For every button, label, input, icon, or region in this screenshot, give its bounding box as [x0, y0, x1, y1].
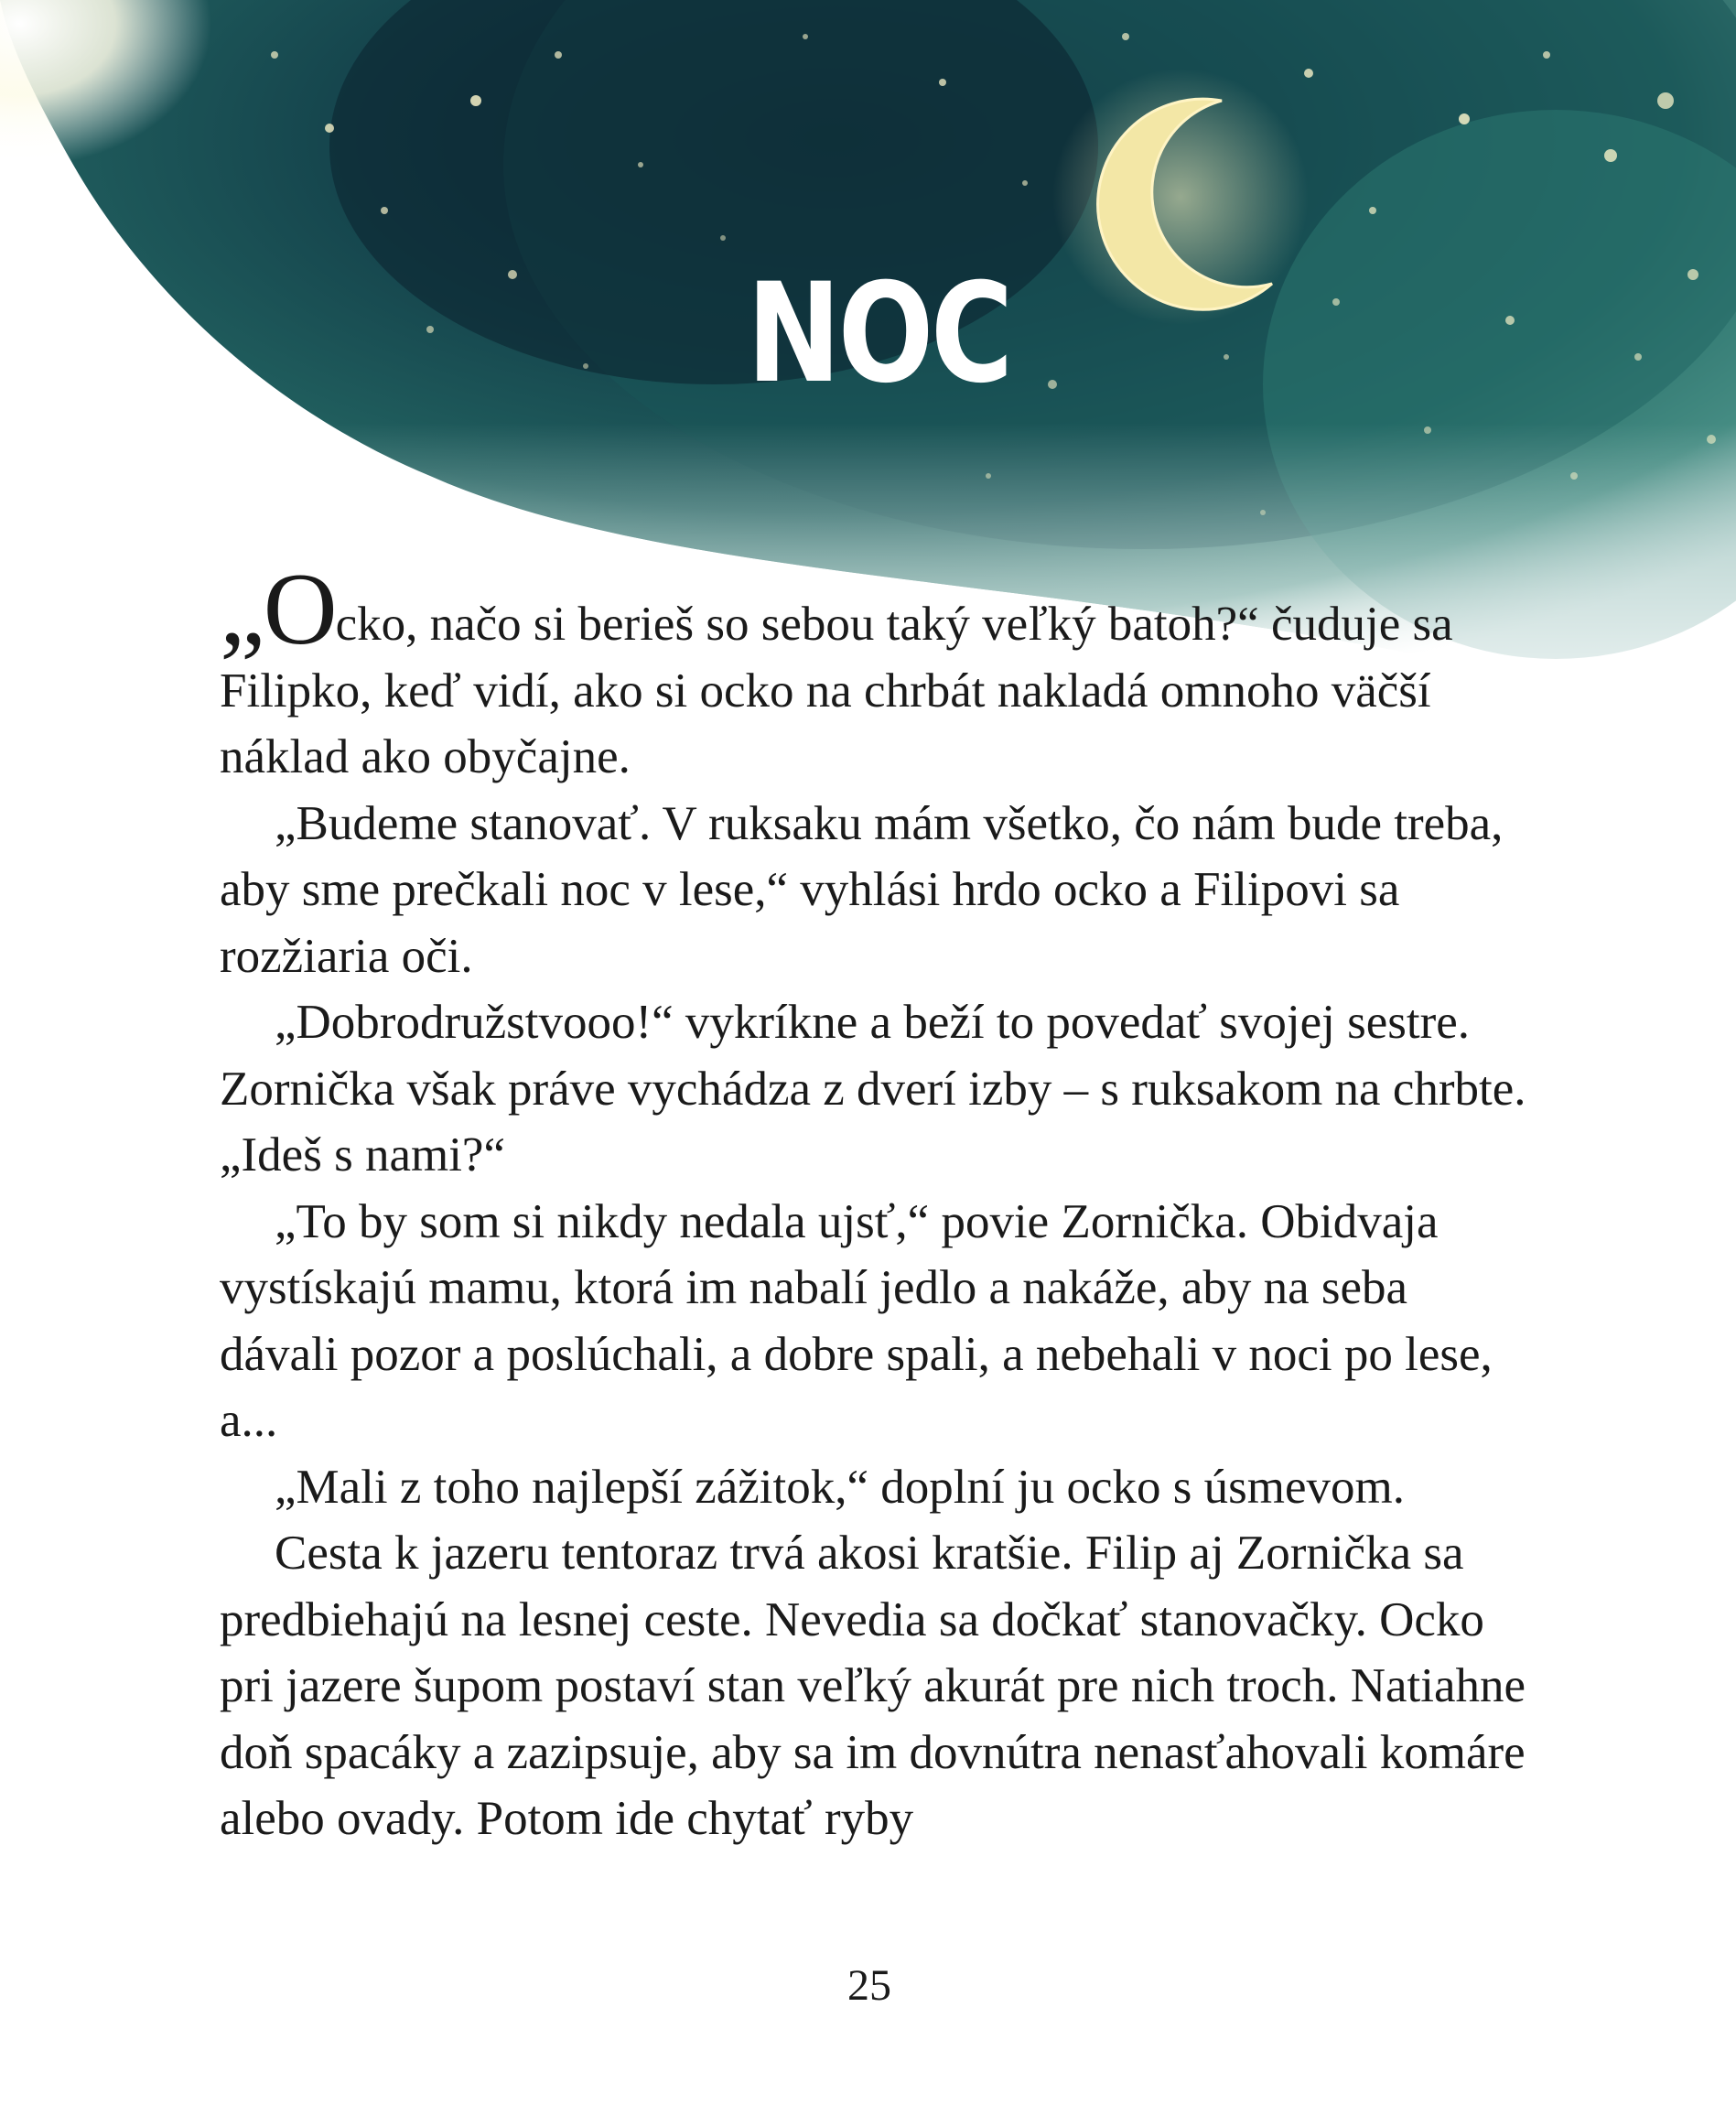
- chapter-title: NOC: [747, 254, 1010, 414]
- paragraph-1-text: cko, načo si berieš so sebou taký veľký batoh?“ čuduje sa Filipko, keď vidí, ako si ocko na chrbát nakladá omnoho väčší náklad ako obyčajne.: [220, 598, 1453, 783]
- paragraph-2: „Budeme stanovať. V ruksaku mám všetko, čo nám bude treba, aby sme prečkali noc v lese,“ vyhlási hrdo ocko a Filipovi sa rozžiaria oči.: [220, 796, 1504, 983]
- story-text: [220, 553, 1528, 1852]
- paragraph-3: „Dobrodružstvooo!“ vykríkne a beží to povedať svojej sestre. Zornička však práve vychádza z dverí izby – s ruksakom na chrbte. „Ideš s nami?“: [220, 996, 1526, 1182]
- paragraph-1: [220, 553, 1528, 791]
- sky-glow: [0, 0, 641, 476]
- opening-quote: „: [220, 553, 264, 666]
- paragraph-6: Cesta k jazeru tentoraz trvá akosi kratšie. Filip aj Zornička sa predbiehajú na lesnej ceste. Nevedia sa dočkať stanovačky. Ocko pri jazere šupom postaví stan veľký akurát pre nich troch. Natiahne doň spacáky a zazipsuje, aby sa im dovnútra nenasťahovali komáre alebo ovady. Potom ide chytať ryby: [220, 1527, 1526, 1845]
- page-number: 25: [847, 1961, 891, 2010]
- dropcap-letter: O: [263, 553, 336, 666]
- paragraph-4: „To by som si nikdy nedala ujsť,“ povie Zornička. Obidvaja vystískajú mamu, ktorá im nabalí jedlo a nakáže, aby na seba dávali pozor a poslúchali, a dobre spali, a nebehali v noci po lese, a...: [220, 1194, 1493, 1447]
- dropcap: [220, 553, 336, 666]
- paragraph-5: „Mali z toho najlepší zážitok,“ doplní ju ocko s úsmevom.: [275, 1460, 1405, 1514]
